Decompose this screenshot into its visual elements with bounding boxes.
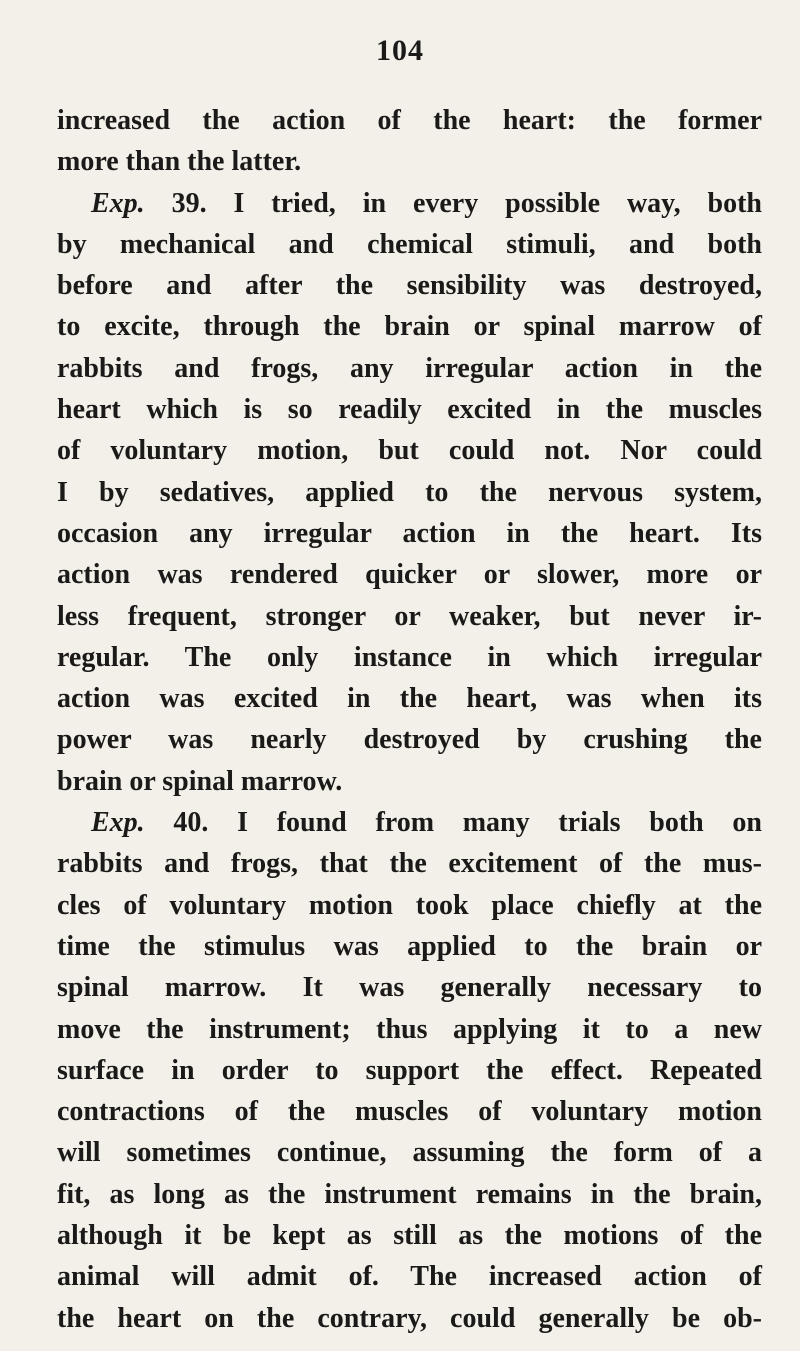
line-text: regular. The only instance in which irregular (57, 641, 762, 673)
text-line (57, 389, 762, 430)
line-text: before and after the sensibility was destroyed, (57, 270, 762, 302)
line-text: by mechanical and chemical stimuli, and both (57, 228, 762, 260)
line-text: move the instrument; thus applying it to a new (57, 1013, 762, 1045)
line-text: brain or spinal marrow. (57, 765, 343, 797)
text-line (57, 306, 762, 347)
line-text: although it be kept as still as the motions of the (57, 1220, 762, 1252)
line-text: I by sedatives, applied to the nervous system, (57, 476, 762, 508)
text-line (57, 100, 762, 141)
page-number: 104 (376, 34, 424, 67)
text-line (57, 967, 762, 1008)
line-text: surface in order to support the effect. Repeated (57, 1054, 762, 1086)
text-line (57, 843, 762, 884)
line-text: animal will admit of. The increased action of (57, 1261, 762, 1293)
text-line (57, 265, 762, 306)
text-line (57, 1009, 762, 1050)
text-line (57, 348, 762, 389)
text-line (57, 472, 762, 513)
text-line (57, 885, 762, 926)
text-line (57, 1298, 762, 1339)
experiment-label: Exp. (91, 807, 145, 839)
text-line (57, 554, 762, 595)
text-line (57, 513, 762, 554)
line-text: fit, as long as the instrument remains in the brain, (57, 1178, 762, 1210)
line-text: contractions of the muscles of voluntary motion (57, 1096, 762, 1128)
line-text: power was nearly destroyed by crushing the (57, 724, 762, 756)
line-text: will sometimes continue, assuming the form of a (57, 1137, 762, 1169)
text-line (57, 596, 762, 637)
line-text: time the stimulus was applied to the brain or (57, 930, 762, 962)
text-line (57, 719, 762, 760)
line-text: to excite, through the brain or spinal marrow of (57, 311, 762, 343)
line-text: heart which is so readily excited in the muscles (57, 394, 762, 426)
text-line (57, 678, 762, 719)
text-line (57, 761, 762, 802)
text-line (57, 1050, 762, 1091)
text-line (57, 1174, 762, 1215)
line-text: action was excited in the heart, was when its (57, 683, 762, 715)
text-line (57, 183, 762, 224)
text-line (57, 141, 762, 182)
text-line (57, 637, 762, 678)
body-text (57, 100, 762, 1339)
line-text: occasion any irregular action in the heart. Its (57, 517, 762, 549)
text-line (57, 1215, 762, 1256)
line-text: 39. I tried, in every possible way, both (144, 187, 762, 219)
line-text: spinal marrow. It was generally necessary to (57, 972, 762, 1004)
text-line (57, 926, 762, 967)
line-text: increased the action of the heart: the former (57, 105, 762, 136)
line-text: the heart on the contrary, could generally be ob- (57, 1302, 762, 1334)
text-line (57, 1091, 762, 1132)
line-text: less frequent, stronger or weaker, but never ir- (57, 600, 762, 632)
line-text: more than the latter. (57, 146, 302, 178)
line-text: rabbits and frogs, any irregular action in the (57, 352, 762, 384)
text-line (57, 430, 762, 471)
text-line (57, 1256, 762, 1297)
line-text: 40. I found from many trials both on (144, 807, 762, 839)
line-text: rabbits and frogs, that the excitement of the mus- (57, 848, 762, 880)
line-text: of voluntary motion, but could not. Nor could (57, 435, 762, 467)
text-line (57, 224, 762, 265)
line-text: cles of voluntary motion took place chiefly at the (57, 889, 762, 921)
experiment-label: Exp. (91, 187, 145, 219)
line-text: action was rendered quicker or slower, more or (57, 559, 762, 591)
text-line (57, 802, 762, 843)
text-line (57, 1132, 762, 1173)
